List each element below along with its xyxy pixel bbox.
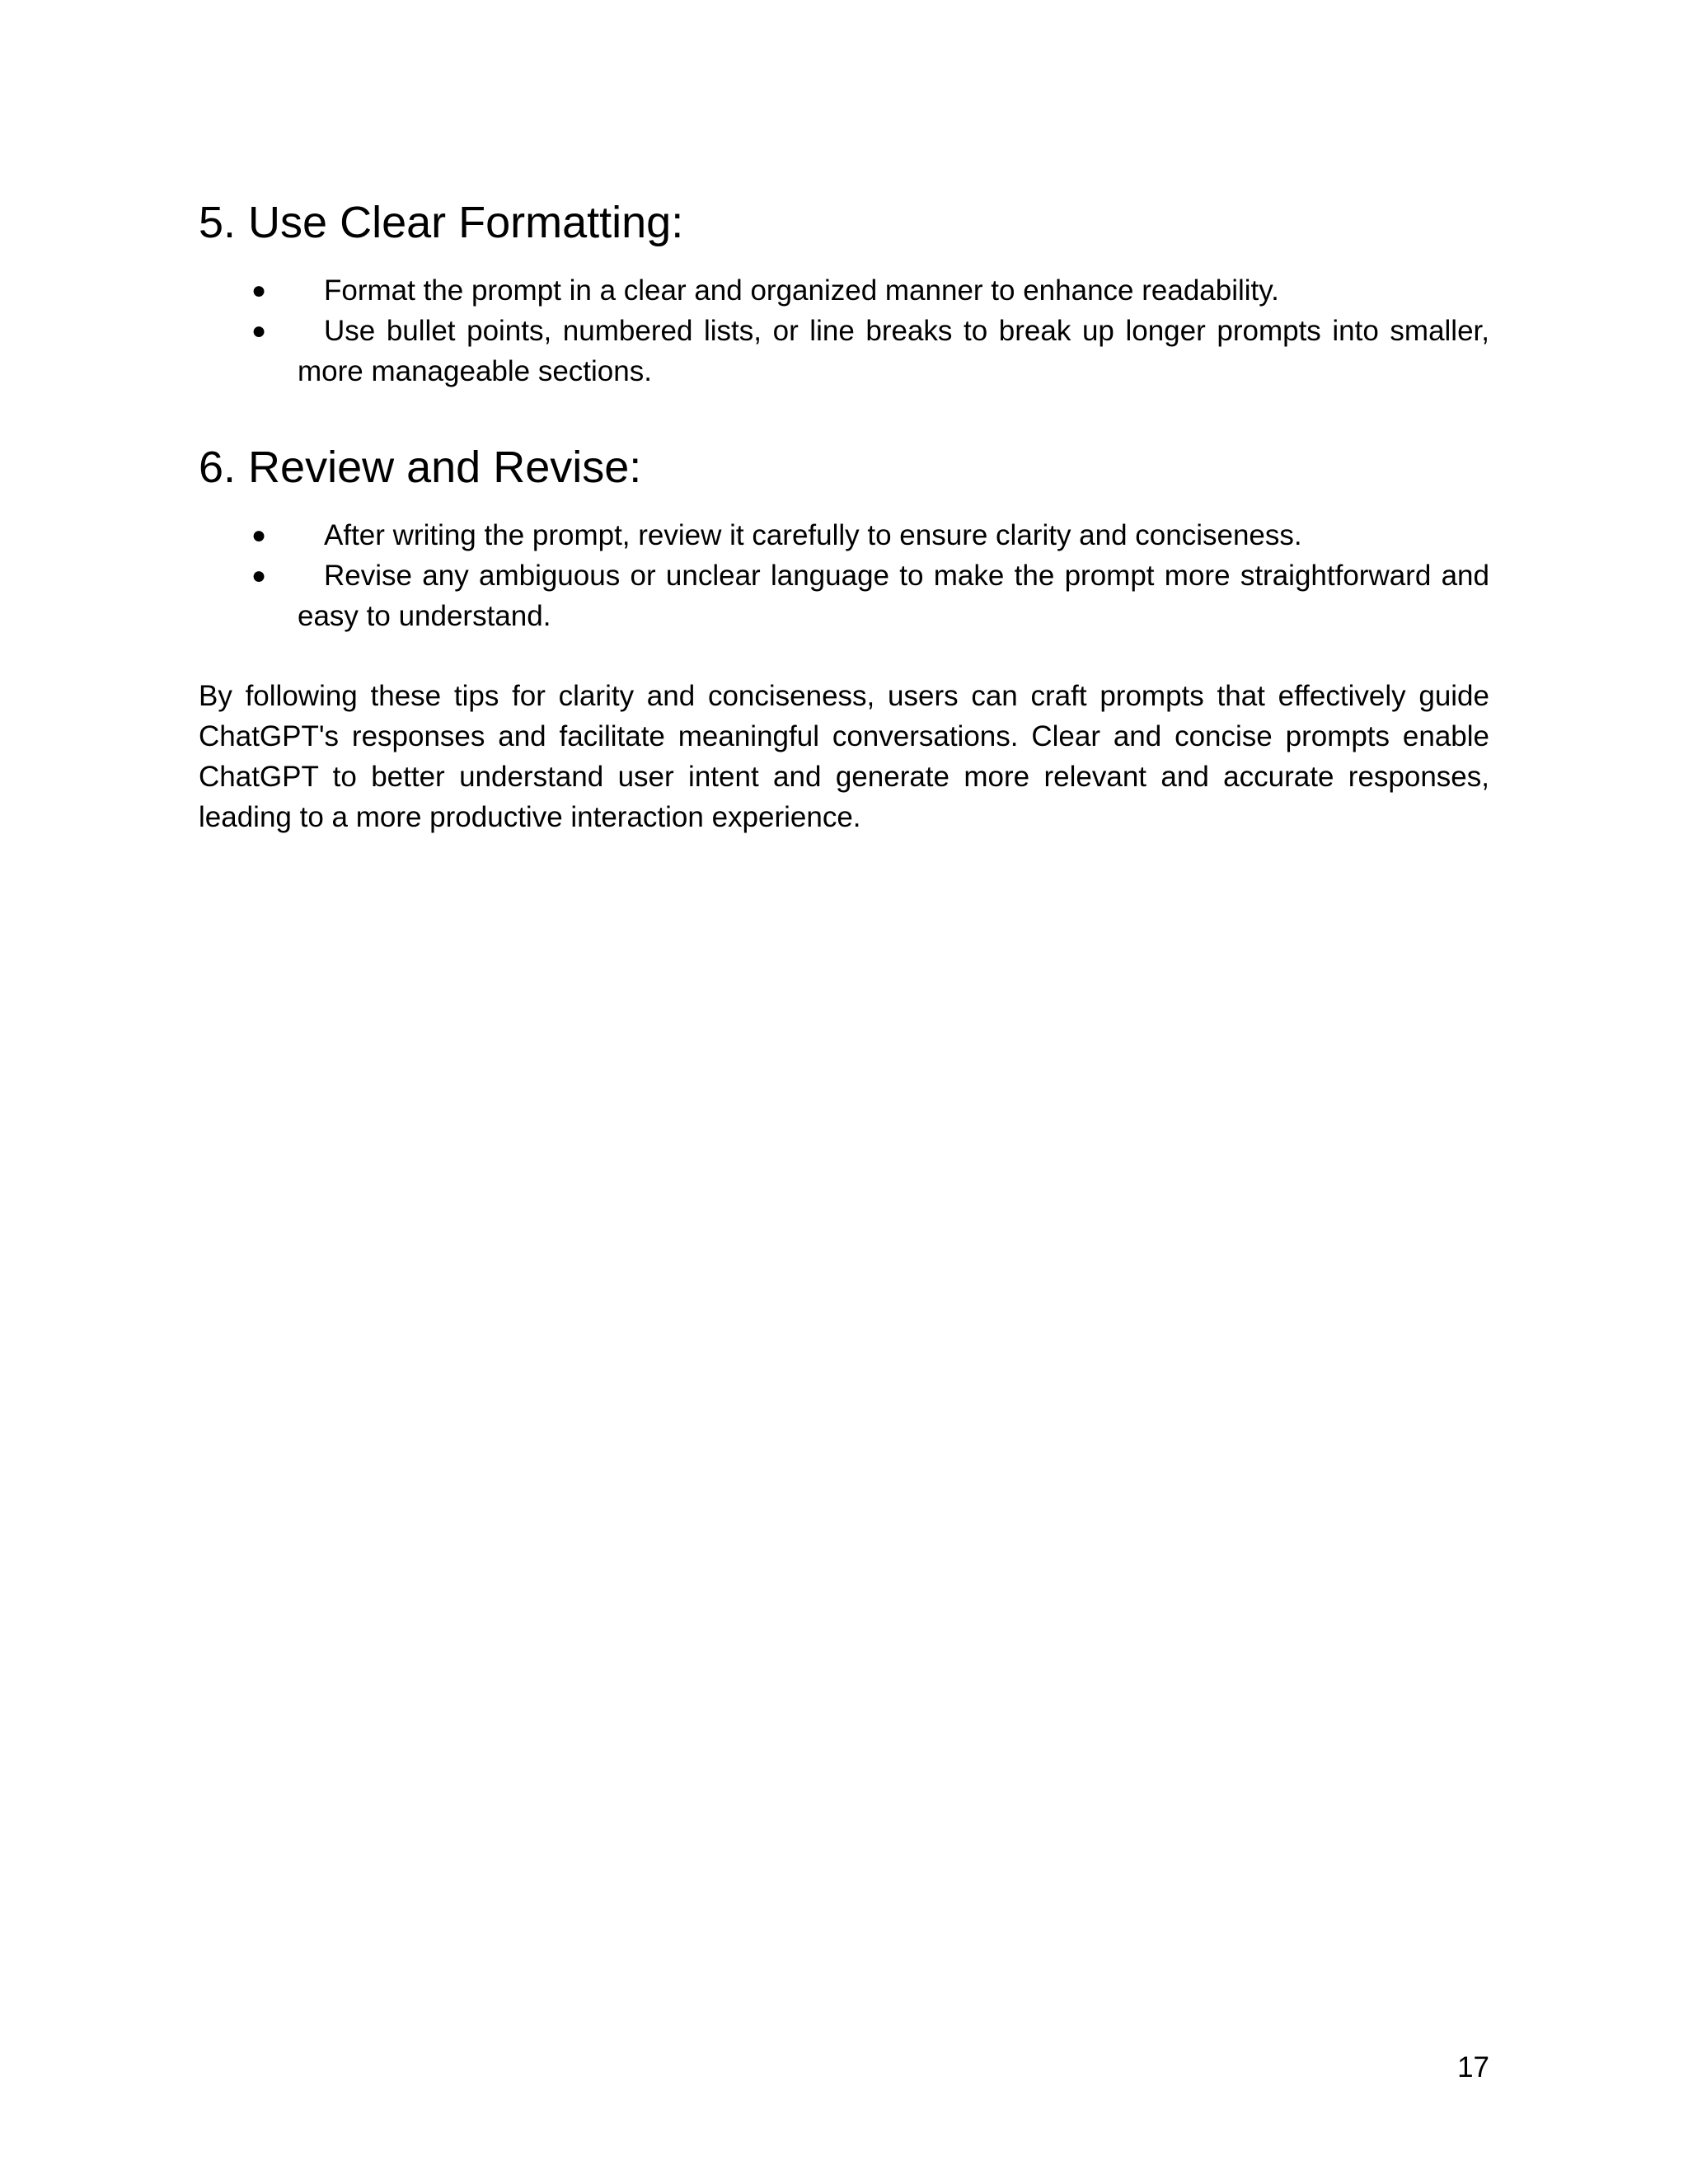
- closing-paragraph: By following these tips for clarity and conciseness, users can craft prompts that effectively guide ChatGPT's responses and facilitate meaningful conversations. Clear and concise prompts enable ChatGPT to better understand user intent and generate more relevant and accurate responses, leading to a more productive interaction experience.: [199, 680, 1489, 833]
- list-item-text: Use bullet points, numbered lists, or line breaks to break up longer prompts into smaller, more manageable sections.: [298, 315, 1489, 387]
- list-item: [199, 311, 1489, 391]
- list-item-text: Revise any ambiguous or unclear language to make the prompt more straightforward and easy to understand.: [298, 560, 1489, 632]
- list-item: [199, 270, 1489, 311]
- bullet-dot-icon: ●: [251, 317, 267, 344]
- bullet-list-formatting: [199, 270, 1489, 391]
- bullet-dot-icon: ●: [251, 277, 267, 304]
- list-item-text: After writing the prompt, review it carefully to ensure clarity and conciseness.: [324, 519, 1302, 551]
- section-heading-review-and-revise: 6. Review and Revise:: [199, 443, 642, 492]
- list-item: [199, 515, 1489, 555]
- bullet-dot-icon: ●: [251, 562, 267, 589]
- bullet-list-review: [199, 515, 1489, 636]
- bullet-dot-icon: ●: [251, 522, 267, 549]
- list-item-text: Format the prompt in a clear and organized manner to enhance readability.: [324, 274, 1279, 307]
- section-heading-use-clear-formatting: 5. Use Clear Formatting:: [199, 198, 684, 247]
- list-item: [199, 555, 1489, 636]
- page-number: 17: [1457, 2051, 1489, 2083]
